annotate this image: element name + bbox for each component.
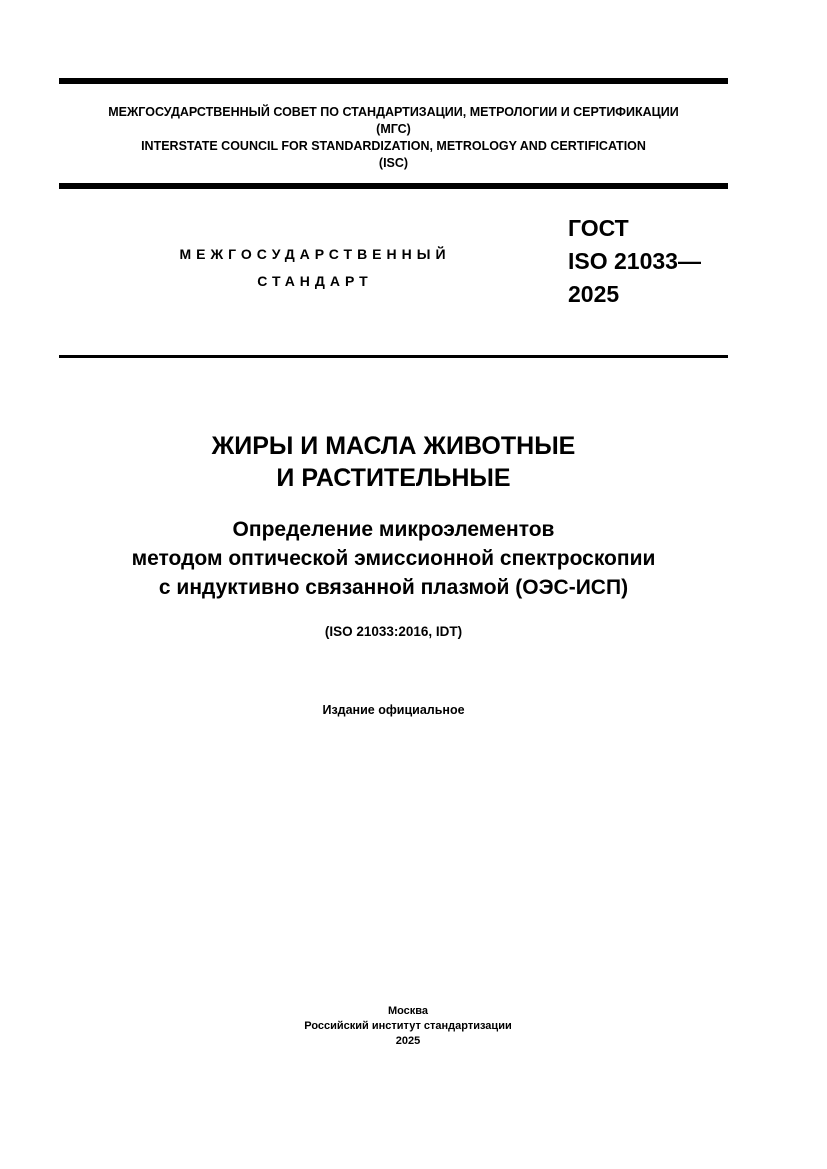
title-line2: И РАСТИТЕЛЬНЫЕ [276,464,511,492]
council-name-ru: МЕЖГОСУДАРСТВЕННЫЙ СОВЕТ ПО СТАНДАРТИЗАЦИИ, МЕТРОЛОГИИ И СЕРТИФИКАЦИИ [108,105,679,119]
standard-kind [130,241,500,295]
standard-kind-line2: СТАНДАРТ [257,273,373,289]
council-abbr-ru: (МГС) [376,122,411,136]
designation-line1: ГОСТ [568,215,629,241]
imprint-city: Москва [387,1005,429,1017]
imprint [208,1004,608,1049]
top-rule [59,78,728,84]
document-title [59,430,728,494]
designation-line2: ISO 21033— [568,248,701,274]
subtitle-line2: методом оптической эмиссионной спектроскопии [131,547,656,570]
imprint-year: 2025 [395,1035,421,1047]
council-abbr-en: (ISC) [378,156,409,170]
imprint-publisher: Российский институт стандартизации [304,1020,512,1032]
title-line1: ЖИРЫ И МАСЛА ЖИВОТНЫЕ [211,432,576,460]
document-subtitle [40,515,747,602]
council-name-en: INTERSTATE COUNCIL FOR STANDARDIZATION, METROLOGY AND CERTIFICATION [141,139,646,153]
iso-reference: (ISO 21033:2016, IDT) [324,624,463,639]
subtitle-line3: с индуктивно связанной плазмой (ОЭС-ИСП) [158,576,629,599]
bottom-rule [59,355,728,358]
middle-rule [59,183,728,189]
designation-line3: 2025 [568,281,620,307]
edition-label: Издание официальное [322,703,465,717]
council-header [59,104,728,172]
standard-kind-line1: МЕЖГОСУДАРСТВЕННЫЙ [179,246,451,262]
subtitle-line1: Определение микроэлементов [232,518,555,541]
standard-designation [568,212,701,311]
